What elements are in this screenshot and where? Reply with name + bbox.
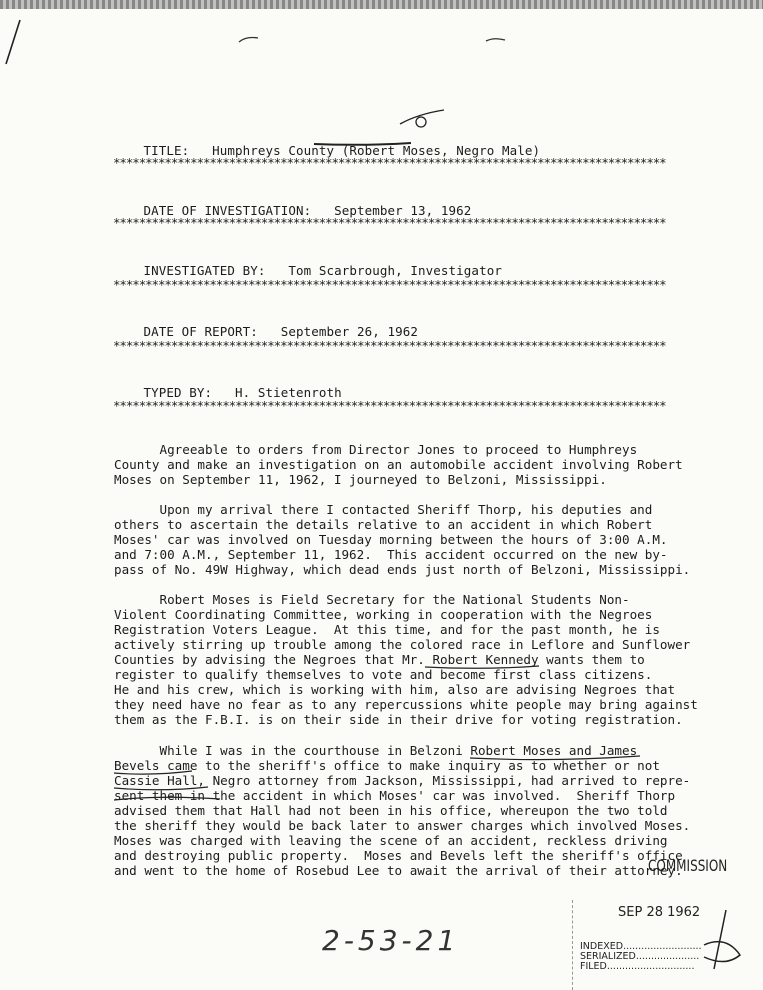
paragraph-2 [114,502,694,577]
paragraph-line: actively stirring up trouble among the colored race in Leflore and Sunflower [114,637,691,652]
bevels-underline [112,754,652,798]
stamp-filed: FILED............................. [580,961,695,972]
paragraph-line: Agreeable to orders from Director Jones to proceed to Humphreys [114,442,638,457]
paragraph-line: County and make an investigation on an automobile accident involving Robert [114,457,683,472]
investigated-by-label: INVESTIGATED BY: [143,263,266,278]
stamp-date: SEP 28 1962 [618,905,701,920]
stamp-serialized: SERIALIZED..................... [580,951,700,962]
paragraph-line: they need have no fear as to any repercussions white people may bring against [114,697,698,712]
paragraph-line: Registration Voters League. At this time, and for the past month, he is [114,622,660,637]
separator-stars: ************************************************************************************** [113,215,666,230]
name-check-mark [398,108,448,130]
date-investigation-value: September 13, 1962 [334,203,472,218]
stamp-indexed-label: INDEXED [580,941,624,952]
pen-mark-left [238,34,260,44]
title-label: TITLE: [143,143,190,158]
stamp-serialized-label: SERIALIZED [580,951,636,962]
paragraph-line: pass of No. 49W Highway, which dead ends just north of Belzoni, Mississippi. [114,562,691,577]
stamp-initials-mark [696,905,746,975]
commission-stamp: COMMISSION [648,856,728,875]
name-underline [313,141,413,147]
paragraph-line: and went to the home of Rosebud Lee to await the arrival of their attorney. [114,863,683,878]
paragraph-line: them as the F.B.I. is on their side in their drive for voting registration. [114,712,683,727]
date-investigation-label: DATE OF INVESTIGATION: [143,203,312,218]
paragraph-line: Cassie Hall, Negro attorney from Jackson, Mississippi, had arrived to repre- [114,773,691,788]
paragraph-line: the sheriff they would be back later to answer charges which involved Moses. [114,818,691,833]
kennedy-underline [424,664,544,672]
date-report-label: DATE OF REPORT: [143,324,258,339]
separator-stars: ************************************************************************************** [113,338,666,353]
paragraph-line: advised them that Hall had not been in his office, whereupon the two told [114,803,668,818]
separator-stars: ************************************************************************************** [113,398,666,413]
sent-strike-mark [112,794,222,804]
stamp-filed-label: FILED [580,961,607,972]
paragraph-line: and 7:00 A.M., September 11, 1962. This accident occurred on the new by- [114,547,668,562]
paragraph-line: Moses on September 11, 1962, I journeyed to Belzoni, Mississippi. [114,472,607,487]
title-value: Humphreys County (Robert Moses, Negro Male) [212,143,541,158]
paragraph-line: Violent Coordinating Committee, working in cooperation with the Negroes [114,607,653,622]
paragraph-line: Moses was charged with leaving the scene of an accident, reckless driving [114,833,668,848]
separator-stars: ************************************************************************************** [113,277,666,292]
date-report-value: September 26, 1962 [280,324,419,339]
stamp-indexed: INDEXED.......................... [580,941,702,952]
paragraph-line: While I was in the courthouse in Belzoni Robert Moses and James [114,743,638,758]
paragraph-line: register to qualify themselves to vote and become first class citizens. [114,667,653,682]
investigated-by-value: Tom Scarbrough, Investigator [288,263,502,278]
paragraph-line: Counties by advising the Negroes that Mr. Robert Kennedy wants them to [114,652,645,667]
paragraph-line: He and his crew, which is working with him, also are advising Negroes that [114,682,676,697]
paragraph-line: Robert Moses is Field Secretary for the National Students Non- [114,592,630,607]
file-number: 2-53-21 [322,924,460,957]
paragraph-line: sent them in the accident in which Moses' car was involved. Sheriff Thorp [114,788,676,803]
typed-by-label: TYPED BY: [143,385,213,400]
margin-slash-mark [2,18,24,68]
paragraph-line: Bevels came to the sheriff's office to make inquiry as to whether or not [114,758,660,773]
scan-edge [0,0,763,9]
paragraph-line: Upon my arrival there I contacted Sheriff Thorp, his deputies and [114,502,653,517]
pen-mark-right [485,36,507,44]
paragraph-3 [114,592,698,727]
paragraph-line: Moses' car was involved on Tuesday morning between the hours of 3:00 A.M. [114,532,668,547]
typed-by-value: H. Stietenroth [235,385,342,400]
separator-stars: ************************************************************************************** [113,155,666,170]
paragraph-1 [114,442,694,487]
paragraph-line: others to ascertain the details relative to an accident in which Robert [114,517,653,532]
paragraph-line: and destroying public property. Moses and Bevels left the sheriff's office [114,848,683,863]
